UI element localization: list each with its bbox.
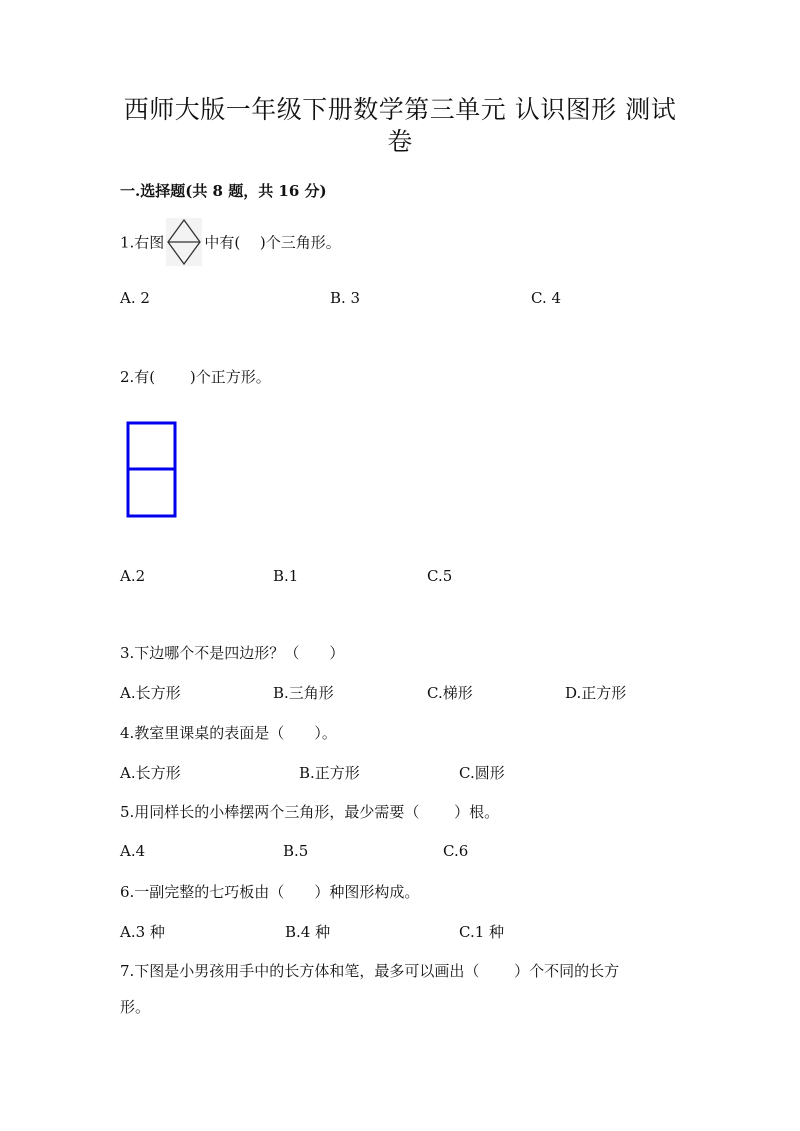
q4-option-b[interactable]: B.正方形 [299, 764, 360, 782]
question-5: 5.用同样长的小棒摆两个三角形，最少需要（ ）根。 [120, 803, 500, 821]
question-7-line-1: 7.下图是小男孩用手中的长方体和笔，最多可以画出（ ）个不同的长方 [120, 962, 620, 980]
question-2: 2.有( )个正方形。 [120, 368, 271, 386]
q4-option-c[interactable]: C.圆形 [459, 764, 505, 782]
q3-option-a[interactable]: A.长方形 [120, 684, 181, 702]
q5-option-c[interactable]: C.6 [443, 842, 469, 860]
question-2-squares-figure [126, 421, 178, 519]
question-3: 3.下边哪个不是四边形？（ ） [120, 644, 345, 662]
question-7-line-2: 形。 [120, 998, 151, 1016]
q1-option-a[interactable]: A. 2 [120, 289, 150, 307]
title-line-1: 西师大版一年级下册数学第三单元 认识图形 测试 [123, 95, 677, 124]
q1-option-c[interactable]: C. 4 [531, 289, 562, 307]
question-1-text-before: 1.右图 [120, 233, 165, 252]
question-1-figure [166, 218, 202, 266]
question-1-text-after: 中有( )个三角形。 [204, 233, 341, 252]
section-heading: 一.选择题(共 8 题，共 16 分) [120, 182, 327, 200]
q1-option-b[interactable]: B. 3 [330, 289, 361, 307]
q6-option-c[interactable]: C.1 种 [459, 923, 505, 941]
q2-option-a[interactable]: A.2 [120, 567, 146, 585]
q6-option-b[interactable]: B.4 种 [285, 923, 331, 941]
question-6: 6.一副完整的七巧板由（ ）种图形构成。 [120, 883, 420, 901]
q3-option-b[interactable]: B.三角形 [273, 684, 334, 702]
q4-option-a[interactable]: A.长方形 [120, 764, 181, 782]
q6-option-a[interactable]: A.3 种 [120, 923, 165, 941]
q5-option-b[interactable]: B.5 [283, 842, 309, 860]
q2-option-b[interactable]: B.1 [273, 567, 299, 585]
q3-option-c[interactable]: C.梯形 [427, 684, 473, 702]
page-title [120, 94, 680, 158]
q5-option-a[interactable]: A.4 [120, 842, 146, 860]
q3-option-d[interactable]: D.正方形 [565, 684, 627, 702]
title-line-2: 卷 [387, 127, 413, 156]
question-1 [120, 218, 341, 266]
question-4: 4.教室里课桌的表面是（ ）。 [120, 724, 337, 742]
q2-option-c[interactable]: C.5 [427, 567, 453, 585]
